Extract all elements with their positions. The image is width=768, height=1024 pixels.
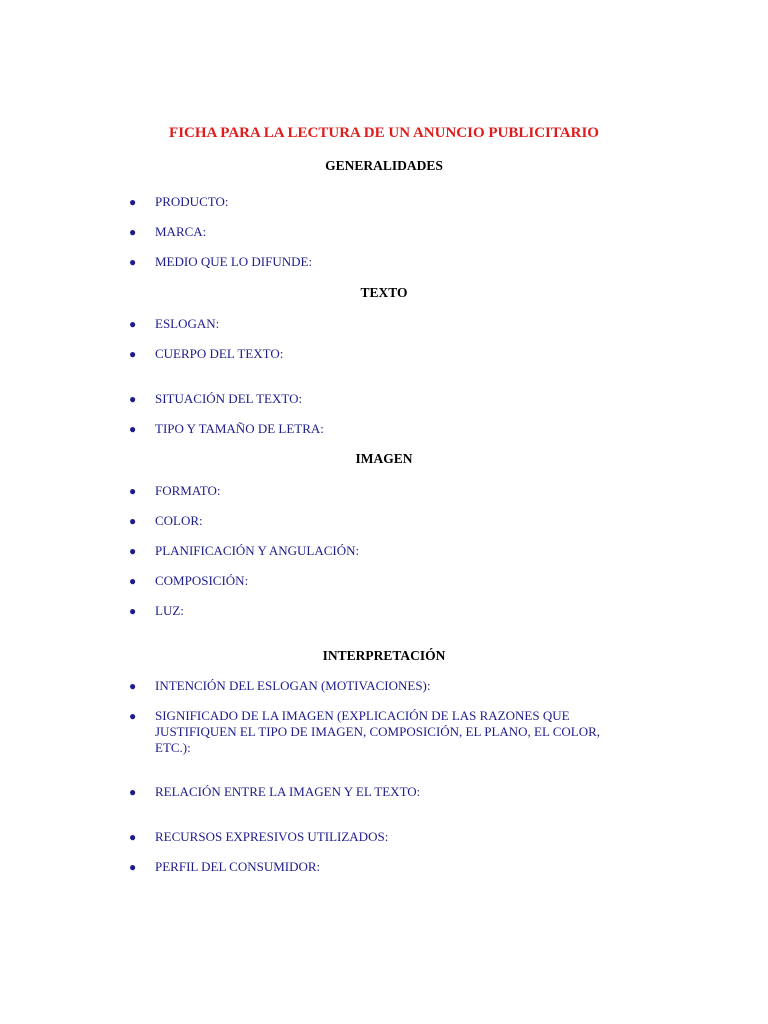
- list-item-significado: [129, 708, 629, 756]
- bullet-icon: ●: [129, 347, 137, 361]
- list-item-medio: [129, 254, 629, 270]
- list-item-label: SIGNIFICADO DE LA IMAGEN (EXPLICACIÓN DE LAS RAZONES QUE JUSTIFIQUEN EL TIPO DE IMAGEN, COMPOSICIÓN, EL PLANO, EL COLOR, ETC.):: [155, 708, 601, 755]
- bullet-icon: ●: [129, 830, 137, 844]
- bullet-icon: ●: [129, 604, 137, 618]
- list-item-producto: [129, 194, 629, 210]
- list-item-formato: [129, 483, 629, 499]
- list-item-label: TIPO Y TAMAÑO DE LETRA:: [155, 421, 324, 436]
- list-item-label: CUERPO DEL TEXTO:: [155, 346, 284, 361]
- list-item-label: PLANIFICACIÓN Y ANGULACIÓN:: [155, 543, 360, 558]
- list-item-label: INTENCIÓN DEL ESLOGAN (MOTIVACIONES):: [155, 678, 431, 693]
- list-item-relacion: [129, 784, 629, 800]
- bullet-icon: ●: [129, 544, 137, 558]
- bullet-icon: ●: [129, 225, 137, 239]
- list-item-tipo-letra: [129, 421, 629, 437]
- list-item-label: MARCA:: [155, 224, 207, 239]
- list-item-label: MEDIO QUE LO DIFUNDE:: [155, 254, 313, 269]
- list-item-eslogan: [129, 316, 629, 332]
- list-item-label: ESLOGAN:: [155, 316, 220, 331]
- list-item-intencion: [129, 678, 629, 694]
- bullet-icon: ●: [129, 195, 137, 209]
- list-item-perfil: [129, 859, 629, 875]
- document-title: FICHA PARA LA LECTURA DE UN ANUNCIO PUBLICITARIO: [169, 125, 599, 141]
- list-item-marca: [129, 224, 629, 240]
- list-item-label: SITUACIÓN DEL TEXTO:: [155, 391, 303, 406]
- list-item-label: RELACIÓN ENTRE LA IMAGEN Y EL TEXTO:: [155, 784, 421, 799]
- bullet-icon: ●: [129, 317, 137, 331]
- list-item-composicion: [129, 573, 629, 589]
- bullet-icon: ●: [129, 709, 137, 723]
- bullet-icon: ●: [129, 514, 137, 528]
- bullet-icon: ●: [129, 785, 137, 799]
- list-item-label: PERFIL DEL CONSUMIDOR:: [155, 859, 321, 874]
- bullet-icon: ●: [129, 392, 137, 406]
- bullet-icon: ●: [129, 255, 137, 269]
- list-item-label: RECURSOS EXPRESIVOS UTILIZADOS:: [155, 829, 389, 844]
- list-item-planificacion: [129, 543, 629, 559]
- list-item-recursos: [129, 829, 629, 845]
- section-heading-texto: TEXTO: [360, 285, 408, 300]
- bullet-icon: ●: [129, 860, 137, 874]
- list-item-label: COMPOSICIÓN:: [155, 573, 249, 588]
- list-item-situacion-texto: [129, 391, 629, 407]
- list-item-label: LUZ:: [155, 603, 184, 618]
- section-heading-interpretacion: INTERPRETACIÓN: [322, 648, 446, 663]
- section-heading-imagen: IMAGEN: [355, 451, 413, 466]
- bullet-icon: ●: [129, 484, 137, 498]
- bullet-icon: ●: [129, 679, 137, 693]
- bullet-icon: ●: [129, 422, 137, 436]
- list-item-color: [129, 513, 629, 529]
- list-item-label: COLOR:: [155, 513, 203, 528]
- list-item-label: PRODUCTO:: [155, 194, 229, 209]
- list-item-label: FORMATO:: [155, 483, 221, 498]
- section-heading-generalidades: GENERALIDADES: [325, 158, 443, 173]
- bullet-icon: ●: [129, 574, 137, 588]
- list-item-cuerpo-texto: [129, 346, 629, 362]
- list-item-luz: [129, 603, 629, 619]
